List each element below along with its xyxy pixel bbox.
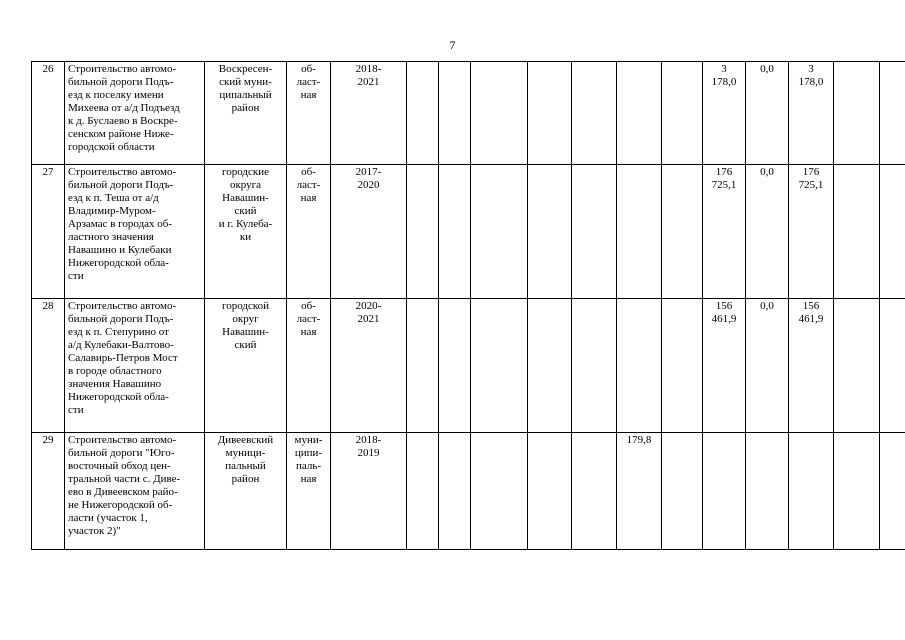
object-name: Строительство автомо- бильной дороги Подъ- езд к п. Теша от а/д Владимир-Муром- Арзамас в городах об- ластного значения Навашино и Кулебаки Нижегородской обла- сти	[65, 165, 205, 299]
ownership-type: муни- ципи- паль- ная	[287, 433, 331, 550]
value-cell-c8	[528, 299, 572, 433]
value-cell-c5	[407, 433, 439, 550]
table-row	[32, 165, 905, 299]
value-cell-c9	[572, 433, 617, 550]
value-cell-c15	[834, 433, 880, 550]
territory: городской округ Навашин- ский	[205, 299, 287, 433]
construction-years: 2018- 2021	[331, 62, 407, 165]
object-name: Строительство автомо- бильной дороги Подъ- езд к поселку имени Михеева от а/д Подъезд к д. Буслаево в Воскре- сенском районе Ниже- городской области	[65, 62, 205, 165]
value-cell-c13: 0,0	[746, 299, 789, 433]
value-cell-c10	[617, 165, 662, 299]
value-cell-c8	[528, 165, 572, 299]
territory: городские округа Навашин- ский и г. Кулеба- ки	[205, 165, 287, 299]
row-number: 26	[32, 62, 65, 165]
object-name: Строительство автомо- бильной дороги "Юго- восточный обход цен- тральной части с. Диве- ево в Дивеевском райо- не Нижегородской об- ласти (участок 1, участок 2)"	[65, 433, 205, 550]
value-cell-c15	[834, 299, 880, 433]
value-cell-c14: 156 461,9	[789, 299, 834, 433]
row-number: 27	[32, 165, 65, 299]
value-cell-c10: 179,8	[617, 433, 662, 550]
value-cell-c11	[662, 299, 703, 433]
value-cell-c16	[880, 165, 905, 299]
construction-years: 2018- 2019	[331, 433, 407, 550]
value-cell-c14: 3 178,0	[789, 62, 834, 165]
table-row	[32, 62, 905, 165]
value-cell-c5	[407, 62, 439, 165]
value-cell-c11	[662, 433, 703, 550]
value-cell-c7	[471, 299, 528, 433]
value-cell-c15	[834, 62, 880, 165]
value-cell-c6	[439, 165, 471, 299]
ownership-type: об- ласт- ная	[287, 62, 331, 165]
value-cell-c7	[471, 165, 528, 299]
page-number: 7	[449, 38, 456, 52]
value-cell-c13: 0,0	[746, 62, 789, 165]
value-cell-c9	[572, 165, 617, 299]
value-cell-c8	[528, 433, 572, 550]
value-cell-c11	[662, 165, 703, 299]
value-cell-c6	[439, 62, 471, 165]
value-cell-c12	[703, 433, 746, 550]
row-number: 28	[32, 299, 65, 433]
value-cell-c7	[471, 433, 528, 550]
value-cell-c16	[880, 299, 905, 433]
value-cell-c16	[880, 62, 905, 165]
value-cell-c13: 0,0	[746, 165, 789, 299]
construction-years: 2020- 2021	[331, 299, 407, 433]
territory: Воскресен- ский муни- ципальный район	[205, 62, 287, 165]
row-number: 29	[32, 433, 65, 550]
construction-years: 2017- 2020	[331, 165, 407, 299]
value-cell-c7	[471, 62, 528, 165]
value-cell-c10	[617, 299, 662, 433]
value-cell-c10	[617, 62, 662, 165]
value-cell-c14	[789, 433, 834, 550]
value-cell-c12: 176 725,1	[703, 165, 746, 299]
table-row	[32, 433, 905, 550]
value-cell-c11	[662, 62, 703, 165]
value-cell-c9	[572, 62, 617, 165]
value-cell-c5	[407, 165, 439, 299]
table-row	[32, 299, 905, 433]
value-cell-c5	[407, 299, 439, 433]
value-cell-c16	[880, 433, 905, 550]
value-cell-c12: 3 178,0	[703, 62, 746, 165]
value-cell-c14: 176 725,1	[789, 165, 834, 299]
value-cell-c15	[834, 165, 880, 299]
value-cell-c6	[439, 299, 471, 433]
ownership-type: об- ласт- ная	[287, 165, 331, 299]
value-cell-c8	[528, 62, 572, 165]
object-name: Строительство автомо- бильной дороги Подъ- езд к п. Степурино от а/д Кулебаки-Валтово- Салавирь-Петров Мост в городе областного значения Навашино Нижегородской обла- сти	[65, 299, 205, 433]
value-cell-c12: 156 461,9	[703, 299, 746, 433]
road-construction-table	[31, 61, 905, 550]
value-cell-c9	[572, 299, 617, 433]
ownership-type: об- ласт- ная	[287, 299, 331, 433]
territory: Дивеевский муници- пальный район	[205, 433, 287, 550]
value-cell-c6	[439, 433, 471, 550]
value-cell-c13	[746, 433, 789, 550]
